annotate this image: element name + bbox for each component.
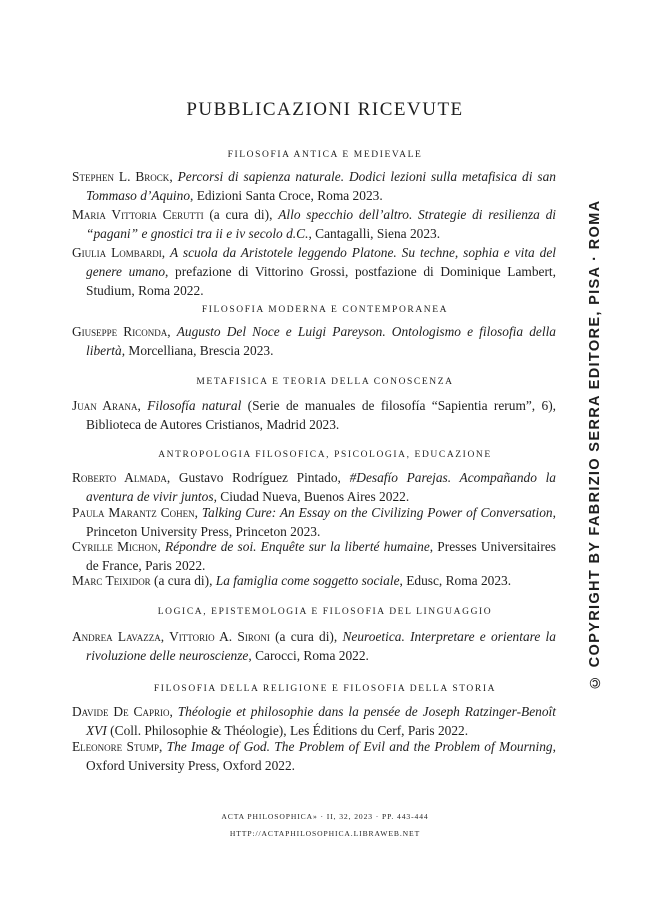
entry-title: Augusto Del Noce e Luigi Pareyson. Ontologismo e filosofia della libertà xyxy=(86,324,556,358)
entry-separator: , xyxy=(157,539,166,554)
bibliography-entry xyxy=(72,571,556,590)
entry-editor-note: (a cura di) xyxy=(269,629,334,644)
entry-author: Davide De Caprio xyxy=(72,704,170,719)
entry-title: Talking Cure: An Essay on the Civilizing Power of Conversation xyxy=(201,505,553,520)
entry-title: La famiglia come soggetto sociale xyxy=(215,573,400,588)
entry-publication: , Edusc, Roma 2023. xyxy=(399,573,512,588)
entry-separator: , xyxy=(333,629,343,644)
entry-author: Giuseppe Riconda xyxy=(72,324,168,339)
entry-author: Maria Vittoria Cerutti xyxy=(72,207,204,222)
entry-publication: , Presses Universitaires de France, Paris 2022. xyxy=(86,539,556,573)
entry-separator: , xyxy=(169,704,178,719)
bibliography-entry xyxy=(72,503,556,541)
entry-title: Allo specchio dell’altro. Strategie di resilienza di “pagani” e gnostici tra ii e iv secolo d.C. xyxy=(86,207,557,241)
entry-separator: , xyxy=(169,169,178,184)
entry-title: Théologie et philosophie dans la pensée de Joseph Ratzinger-Benoît XVI xyxy=(86,704,556,738)
bibliography-entry xyxy=(72,322,556,360)
entry-publication: , Cantagalli, Siena 2023. xyxy=(308,226,441,241)
entry-publication: , Carocci, Roma 2022. xyxy=(248,648,369,663)
entry-title: Filosofía natural xyxy=(147,398,242,413)
entry-author: Paula Marantz Cohen xyxy=(72,505,195,520)
entry-title: A scuola da Aristotele leggendo Platone. Su techne, sophia e vita del genere umano xyxy=(86,245,556,279)
bibliography-entry xyxy=(72,537,556,575)
section-heading: FILOSOFIA ANTICA E MEDIEVALE xyxy=(227,150,423,160)
entry-separator: , xyxy=(194,505,202,520)
entry-title: #Desafío Parejas. Acompañando la aventura de vivir juntos xyxy=(86,470,556,504)
entry-publication: , Edizioni Santa Croce, Roma 2023. xyxy=(190,188,383,203)
bibliography-entry xyxy=(72,627,556,665)
page-title: PUBBLICAZIONI RICEVUTE xyxy=(186,99,464,120)
entry-publication: (Coll. Philosophie & Théologie), Les Éditions du Cerf, Paris 2022. xyxy=(106,723,469,738)
entry-author: Juan Arana xyxy=(72,398,138,413)
bibliography-entry xyxy=(72,737,556,775)
entry-author: Eleonore Stump xyxy=(72,739,159,754)
entry-title: Percorsi di sapienza naturale. Dodici lezioni sulla metafisica di san Tommaso d’Aquino xyxy=(86,169,556,203)
entry-separator: , xyxy=(269,207,279,222)
entry-title: Neuroetica. Interpretare e orientare la rivoluzione delle neuroscienze xyxy=(86,629,556,663)
section-heading: LOGICA, EPISTEMOLOGIA E FILOSOFIA DEL LINGUAGGIO xyxy=(157,607,493,617)
bibliography-entry xyxy=(72,205,556,243)
entry-separator: , xyxy=(158,739,167,754)
entry-author: Giulia Lombardi xyxy=(72,245,162,260)
entry-author: Cyrille Michon xyxy=(72,539,158,554)
entry-editor-note: (a cura di) xyxy=(203,207,270,222)
entry-separator: , xyxy=(167,324,177,339)
entry-editor-note: (a cura di) xyxy=(150,573,210,588)
section-heading: ANTROPOLOGIA FILOSOFICA, PSICOLOGIA, EDUCAZIONE xyxy=(158,450,492,460)
entry-author: Andrea Lavazza, Vittorio A. Sironi xyxy=(72,629,270,644)
entry-publication: , prefazione di Vittorino Grossi, postfazione di Dominique Lambert, Studium, Roma 2022. xyxy=(86,264,556,298)
entry-publication: , Morcelliana, Brescia 2023. xyxy=(121,343,274,358)
bibliography-entry xyxy=(72,468,556,506)
journal-citation: ACTA PHILOSOPHICA» · II, 32, 2023 · PP. 443-444 xyxy=(221,812,429,821)
entry-publication: , Ciudad Nueva, Buenos Aires 2022. xyxy=(213,489,410,504)
journal-url: HTTP://ACTAPHILOSOPHICA.LIBRAWEB.NET xyxy=(229,829,421,838)
section-heading: FILOSOFIA DELLA RELIGIONE E FILOSOFIA DELLA STORIA xyxy=(153,684,497,694)
section-heading: METAFISICA E TEORIA DELLA CONOSCENZA xyxy=(196,377,454,387)
entry-title: Répondre de soi. Enquête sur la liberté humaine xyxy=(165,539,430,554)
entry-publication: (Serie de manuales de filosofía “Sapientia rerum”, 6), Biblioteca de Autores Cristianos, Madrid 2023. xyxy=(86,398,556,432)
entry-publication: , Princeton University Press, Princeton 2023. xyxy=(86,505,556,539)
entry-author: Stephen L. Brock xyxy=(72,169,170,184)
entry-separator: , xyxy=(209,573,216,588)
entry-author: Marc Teixidor xyxy=(72,573,151,588)
entry-publication: , Oxford University Press, Oxford 2022. xyxy=(86,739,556,773)
bibliography-entry xyxy=(72,243,556,300)
entry-author: Roberto Almada xyxy=(72,470,167,485)
bibliography-entry xyxy=(72,396,556,434)
section-heading: FILOSOFIA MODERNA E CONTEMPORANEA xyxy=(201,305,449,315)
copyright-notice: © COPYRIGHT BY FABRIZIO SERRA EDITORE, PISA · ROMA xyxy=(587,199,603,690)
entry-title: The Image of God. The Problem of Evil and the Problem of Mourning xyxy=(166,739,553,754)
entry-separator: , Gustavo Rodríguez Pintado, xyxy=(166,470,350,485)
bibliography-entry xyxy=(72,167,556,205)
bibliography-entry xyxy=(72,702,556,740)
entry-separator: , xyxy=(161,245,171,260)
entry-separator: , xyxy=(137,398,148,413)
